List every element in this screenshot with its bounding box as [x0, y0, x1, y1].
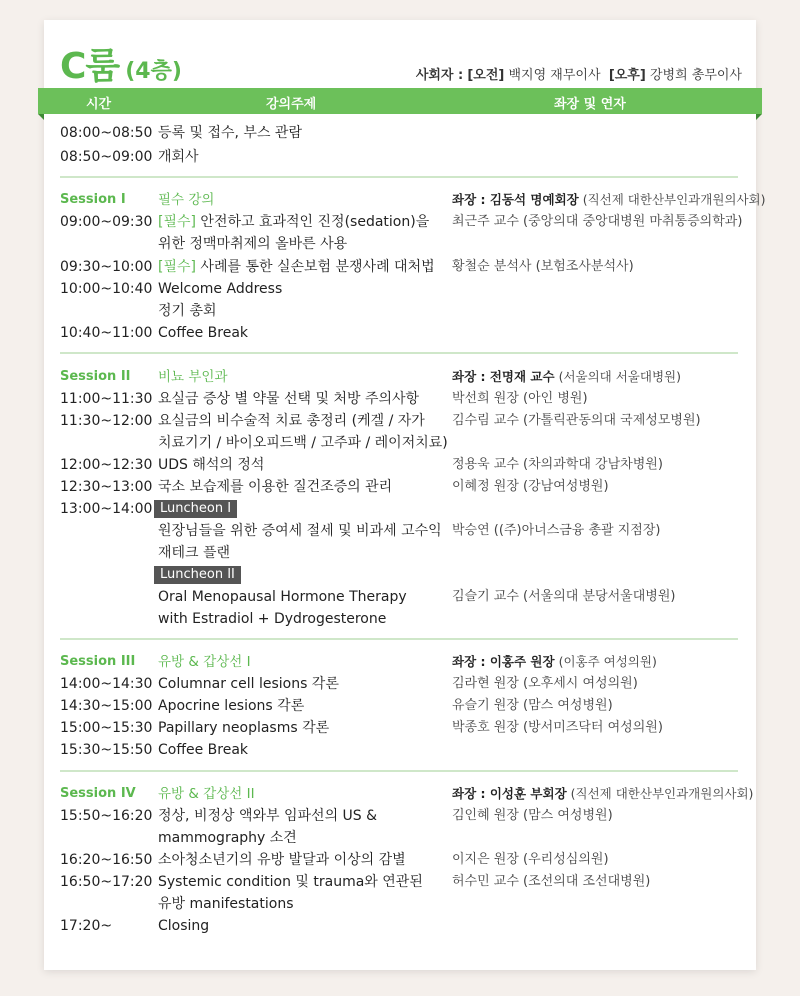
s3-r2-time: 14:30~15:00	[60, 698, 153, 714]
s2-r2-topic-2: 치료기기 / 바이오피드백 / 고주파 / 레이저치료)	[158, 435, 448, 451]
section-divider	[60, 352, 738, 354]
s4-r1-topic-2: mammography 소견	[158, 830, 297, 846]
session-2-title: 비뇨 부인과	[158, 369, 228, 385]
room-name: C룸	[60, 46, 120, 87]
s2-r4-topic: 국소 보습제를 이용한 질건조증의 관리	[158, 479, 393, 495]
s1-r1-speaker: 최근주 교수 (중앙의대 중앙대병원 마취통증의학과)	[452, 214, 743, 229]
s4-r3-speaker: 허수민 교수 (조선의대 조선대병원)	[452, 874, 651, 889]
s4-r1-topic: 정상, 비정상 액와부 임파선의 US &	[158, 808, 378, 824]
s4-r3-topic-2: 유방 manifestations	[158, 896, 294, 912]
s1-r1-topic-2: 위한 정맥마취제의 올바른 사용	[158, 236, 348, 252]
luncheon-1-badge: Luncheon I	[154, 500, 237, 518]
s2-r5-topic: 원장님들을 위한 증여세 절세 및 비과세 고수익	[158, 523, 442, 539]
session-1-label: Session I	[60, 192, 126, 207]
s2-r3-time: 12:00~12:30	[60, 457, 153, 473]
s2-r5-time: 13:00~14:00	[60, 501, 153, 517]
s4-r2-time: 16:20~16:50	[60, 852, 153, 868]
session-2-chair: 좌장 : 전명재 교수 (서울의대 서울대병원)	[452, 369, 681, 384]
s2-r1-speaker: 박선희 원장 (아인 병원)	[452, 391, 588, 406]
s1-r2-topic: [필수] 사례를 통한 실손보험 분쟁사례 대처법	[158, 259, 435, 275]
opening-topic-1: 등록 및 접수, 부스 관람	[158, 125, 302, 141]
s2-r2-time: 11:30~12:00	[60, 413, 153, 429]
session-4-title: 유방 & 갑상선 II	[158, 786, 255, 802]
s3-r2-topic: Apocrine lesions 각론	[158, 698, 305, 714]
section-divider	[60, 770, 738, 772]
session-3-label: Session III	[60, 654, 136, 669]
header-topic: 강의주제	[266, 97, 317, 112]
s1-r2-speaker: 황철순 분석사 (보험조사분석사)	[452, 259, 634, 274]
table-header	[38, 88, 762, 114]
s4-r3-topic: Systemic condition 및 trauma와 연관된	[158, 874, 423, 890]
s2-r2-topic: 요실금의 비수술적 치료 총정리 (케겔 / 자가	[158, 413, 425, 429]
s3-r3-topic: Papillary neoplasms 각론	[158, 720, 330, 736]
s2-r5-topic-2: 재테크 플랜	[158, 545, 231, 561]
s2-r3-topic: UDS 해석의 정석	[158, 457, 265, 473]
moderator-pm-name: 강병희 총무이사	[649, 68, 742, 83]
moderator-am-name: 백지영 재무이사	[508, 68, 601, 83]
s3-r3-time: 15:00~15:30	[60, 720, 153, 736]
s2-r6-topic-2: with Estradiol + Dydrogesterone	[158, 611, 387, 627]
luncheon-2-badge: Luncheon II	[154, 566, 241, 584]
s1-r3-topic-2: 정기 총회	[158, 303, 217, 319]
moderator-line	[416, 64, 742, 83]
session-4-chair: 좌장 : 이성훈 부회장 (직선제 대한산부인과개원의사회)	[452, 786, 754, 801]
opening-time-2: 08:50~09:00	[60, 149, 153, 165]
s1-r1-topic: [필수] 안전하고 효과적인 진정(sedation)을	[158, 214, 430, 230]
moderator-prefix: 사회자 :	[415, 68, 464, 83]
s3-r1-time: 14:00~14:30	[60, 676, 153, 692]
s3-r4-topic: Coffee Break	[158, 742, 249, 758]
session-3-title: 유방 & 갑상선 I	[158, 654, 251, 670]
s1-r3-time: 10:00~10:40	[60, 281, 153, 297]
s2-r6-speaker: 김슬기 교수 (서울의대 분당서울대병원)	[452, 589, 676, 604]
s2-r4-time: 12:30~13:00	[60, 479, 153, 495]
s3-r1-topic: Columnar cell lesions 각론	[158, 676, 339, 692]
s2-r6-topic: Oral Menopausal Hormone Therapy	[158, 589, 407, 605]
header-speaker: 좌장 및 연자	[554, 97, 626, 112]
s1-r4-time: 10:40~11:00	[60, 325, 153, 341]
opening-topic-2: 개회사	[158, 149, 199, 165]
s2-r2-speaker: 김수림 교수 (가톨릭관동의대 국제성모병원)	[452, 413, 701, 428]
s3-r4-time: 15:30~15:50	[60, 742, 153, 758]
s2-r5-speaker: 박승연 ((주)아너스금융 총괄 지점장)	[452, 523, 661, 538]
session-2-label: Session II	[60, 369, 131, 384]
section-divider	[60, 176, 738, 178]
s4-r1-time: 15:50~16:20	[60, 808, 153, 824]
session-1-title: 필수 강의	[158, 192, 215, 208]
section-divider	[60, 638, 738, 640]
s4-r1-speaker: 김인혜 원장 (맘스 여성병원)	[452, 808, 613, 823]
session-3-chair: 좌장 : 이홍주 원장 (이홍주 여성의원)	[452, 654, 657, 669]
opening-time-1: 08:00~08:50	[60, 125, 153, 141]
s4-r2-speaker: 이지은 원장 (우리성심의원)	[452, 852, 609, 867]
s4-r4-time: 17:20~	[60, 918, 113, 934]
session-1-chair: 좌장 : 김동석 명예회장 (직선제 대한산부인과개원의사회)	[452, 192, 766, 207]
room-title	[60, 38, 182, 89]
s4-r2-topic: 소아청소년기의 유방 발달과 이상의 감별	[158, 852, 406, 868]
s4-r3-time: 16:50~17:20	[60, 874, 153, 890]
s1-r4-topic: Coffee Break	[158, 325, 249, 341]
s1-r1-time: 09:00~09:30	[60, 214, 153, 230]
s1-r3-topic: Welcome Address	[158, 281, 283, 297]
moderator-pm-tag: [오후]	[608, 68, 646, 83]
header-time: 시간	[86, 97, 112, 112]
room-floor: (4층)	[125, 59, 182, 84]
s2-r4-speaker: 이혜정 원장 (강남여성병원)	[452, 479, 609, 494]
s2-r1-topic: 요실금 증상 별 약물 선택 및 처방 주의사항	[158, 391, 420, 407]
s2-r3-speaker: 정용욱 교수 (차의과학대 강남차병원)	[452, 457, 663, 472]
session-4-label: Session IV	[60, 786, 136, 801]
s1-r2-time: 09:30~10:00	[60, 259, 153, 275]
s3-r2-speaker: 유슬기 원장 (맘스 여성병원)	[452, 698, 613, 713]
s3-r1-speaker: 김라현 원장 (오후세시 여성의원)	[452, 676, 638, 691]
moderator-am-tag: [오전]	[467, 68, 505, 83]
s4-r4-topic: Closing	[158, 918, 210, 934]
s3-r3-speaker: 박종호 원장 (방서미즈닥터 여성의원)	[452, 720, 663, 735]
s2-r1-time: 11:00~11:30	[60, 391, 153, 407]
